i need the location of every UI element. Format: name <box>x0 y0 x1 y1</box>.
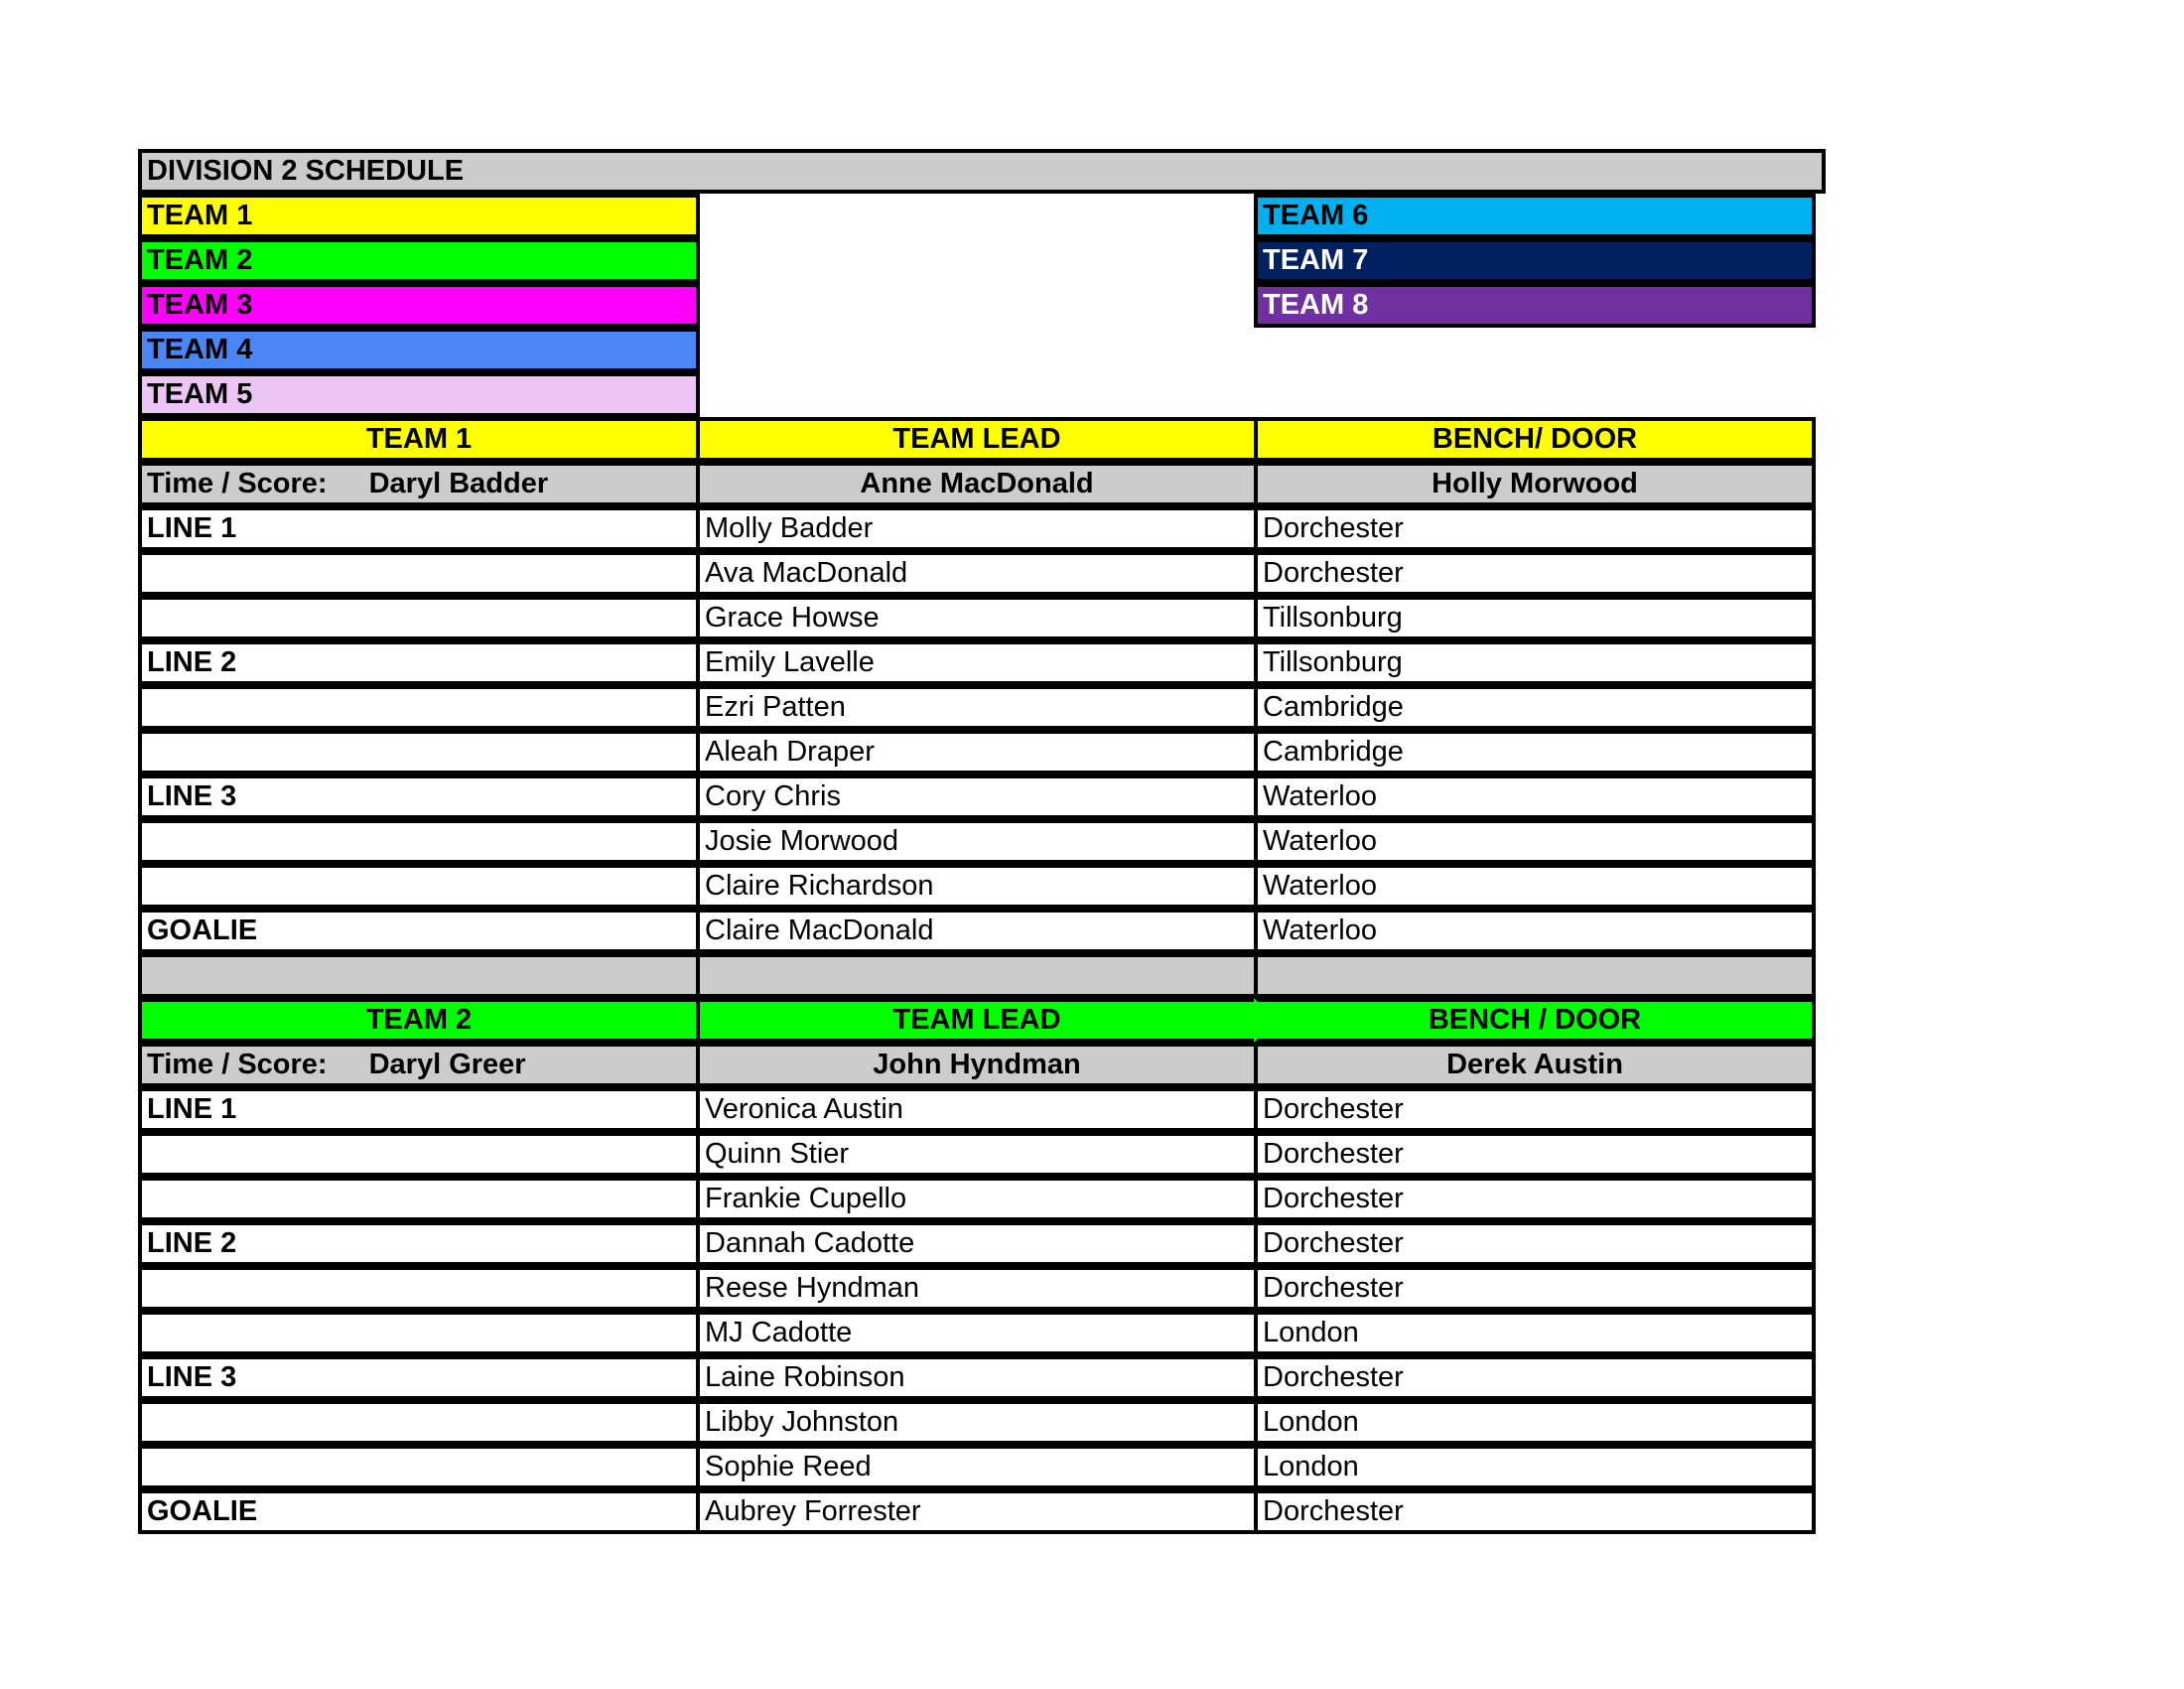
player-name: MJ Cadotte <box>696 1311 1258 1355</box>
bench-door-name: Holly Morwood <box>1254 462 1816 506</box>
legend-team-2: TEAM 2 <box>138 238 700 283</box>
player-name: Ava MacDonald <box>696 551 1258 596</box>
line-group-label <box>138 1266 700 1311</box>
line-group-label <box>138 551 700 596</box>
line-group-label <box>138 685 700 730</box>
table-row <box>138 730 1826 774</box>
player-name: Quinn Stier <box>696 1132 1258 1177</box>
legend-spacer <box>696 283 1258 328</box>
line-group-label <box>138 1177 700 1221</box>
table-row <box>138 1489 1826 1534</box>
table-row <box>138 1177 1826 1221</box>
player-name: Emily Lavelle <box>696 640 1258 685</box>
line-group-label <box>138 1132 700 1177</box>
table-row <box>138 1445 1826 1489</box>
player-name: Claire MacDonald <box>696 909 1258 953</box>
line-group-label: LINE 3 <box>138 774 700 819</box>
bench-door-name: Derek Austin <box>1254 1043 1816 1087</box>
table-row <box>138 1400 1826 1445</box>
player-location: Dorchester <box>1254 1087 1816 1132</box>
legend-team-7: TEAM 7 <box>1254 238 1816 283</box>
legend-team-8: TEAM 8 <box>1254 283 1816 328</box>
table-row <box>138 506 1826 551</box>
separator-row <box>138 953 1826 998</box>
table-row <box>138 596 1826 640</box>
line-group-label: LINE 1 <box>138 506 700 551</box>
legend-row <box>138 283 1826 328</box>
team-lead-header: TEAM LEAD <box>696 417 1258 462</box>
player-location: Waterloo <box>1254 774 1816 819</box>
line-group-label <box>138 730 700 774</box>
player-name: Veronica Austin <box>696 1087 1258 1132</box>
time-score-cell <box>138 462 700 506</box>
player-name: Josie Morwood <box>696 819 1258 864</box>
legend-spacer <box>696 194 1258 238</box>
player-location: Cambridge <box>1254 730 1816 774</box>
line-group-label: GOALIE <box>138 909 700 953</box>
legend-spacer <box>1254 328 1816 372</box>
team-name-header: TEAM 2 <box>138 998 700 1043</box>
legend-team-3: TEAM 3 <box>138 283 700 328</box>
line-group-label <box>138 1311 700 1355</box>
table-row <box>138 1087 1826 1132</box>
player-name: Libby Johnston <box>696 1400 1258 1445</box>
separator-cell <box>1254 953 1816 998</box>
division-schedule-sheet <box>138 149 1826 1534</box>
legend-spacer <box>696 328 1258 372</box>
player-name: Claire Richardson <box>696 864 1258 909</box>
legend-spacer <box>696 238 1258 283</box>
line-group-label: LINE 3 <box>138 1355 700 1400</box>
table-row <box>138 819 1826 864</box>
bench-door-header: BENCH / DOOR <box>1254 998 1816 1043</box>
legend-spacer <box>696 372 1258 417</box>
line-group-label: GOALIE <box>138 1489 700 1534</box>
player-location: Tillsonburg <box>1254 640 1816 685</box>
player-location: Dorchester <box>1254 1266 1816 1311</box>
legend-row <box>138 194 1826 238</box>
legend-team-5: TEAM 5 <box>138 372 700 417</box>
sheet-title: DIVISION 2 SCHEDULE <box>138 149 1826 194</box>
table-row <box>138 774 1826 819</box>
player-location: London <box>1254 1311 1816 1355</box>
player-location: Dorchester <box>1254 1355 1816 1400</box>
player-name: Cory Chris <box>696 774 1258 819</box>
legend-team-6: TEAM 6 <box>1254 194 1816 238</box>
legend-spacer <box>1254 372 1816 417</box>
legend-row <box>138 238 1826 283</box>
team-2-staff-row <box>138 1043 1826 1087</box>
time-score-label: Time / Score: <box>147 468 328 499</box>
table-row <box>138 551 1826 596</box>
line-group-label <box>138 1400 700 1445</box>
bench-door-header: BENCH/ DOOR <box>1254 417 1816 462</box>
player-location: Waterloo <box>1254 819 1816 864</box>
line-group-label <box>138 819 700 864</box>
table-row <box>138 1221 1826 1266</box>
player-name: Dannah Cadotte <box>696 1221 1258 1266</box>
player-name: Molly Badder <box>696 506 1258 551</box>
team-2-header-row <box>138 998 1826 1043</box>
team-lead-header: TEAM LEAD <box>696 998 1258 1043</box>
line-group-label: LINE 2 <box>138 1221 700 1266</box>
coach-name: Daryl Badder <box>368 468 549 499</box>
player-location: Cambridge <box>1254 685 1816 730</box>
title-row <box>138 149 1826 194</box>
coach-name: Daryl Greer <box>368 1049 526 1080</box>
player-location: Dorchester <box>1254 1177 1816 1221</box>
time-score-label: Time / Score: <box>147 1049 328 1080</box>
line-group-label <box>138 864 700 909</box>
player-location: Dorchester <box>1254 506 1816 551</box>
player-location: London <box>1254 1445 1816 1489</box>
line-group-label <box>138 1445 700 1489</box>
team-1-staff-row <box>138 462 1826 506</box>
table-row <box>138 1355 1826 1400</box>
table-row <box>138 909 1826 953</box>
separator-cell <box>138 953 700 998</box>
team-1-header-row <box>138 417 1826 462</box>
team-2-roster <box>138 1087 1826 1534</box>
table-row <box>138 864 1826 909</box>
player-name: Reese Hyndman <box>696 1266 1258 1311</box>
table-row <box>138 640 1826 685</box>
player-location: Dorchester <box>1254 1221 1816 1266</box>
player-location: Waterloo <box>1254 909 1816 953</box>
time-score-cell <box>138 1043 700 1087</box>
team-lead-name: John Hyndman <box>696 1043 1258 1087</box>
player-name: Laine Robinson <box>696 1355 1258 1400</box>
player-name: Ezri Patten <box>696 685 1258 730</box>
player-location: Waterloo <box>1254 864 1816 909</box>
player-location: Tillsonburg <box>1254 596 1816 640</box>
legend-row <box>138 372 1826 417</box>
player-location: Dorchester <box>1254 551 1816 596</box>
player-location: Dorchester <box>1254 1132 1816 1177</box>
team-lead-name: Anne MacDonald <box>696 462 1258 506</box>
line-group-label <box>138 596 700 640</box>
player-location: Dorchester <box>1254 1489 1816 1534</box>
player-name: Grace Howse <box>696 596 1258 640</box>
player-location: London <box>1254 1400 1816 1445</box>
separator-cell <box>696 953 1258 998</box>
line-group-label: LINE 2 <box>138 640 700 685</box>
table-row <box>138 1266 1826 1311</box>
table-row <box>138 1132 1826 1177</box>
team-name-header: TEAM 1 <box>138 417 700 462</box>
player-name: Aleah Draper <box>696 730 1258 774</box>
table-row <box>138 685 1826 730</box>
team-1-roster <box>138 506 1826 953</box>
player-name: Sophie Reed <box>696 1445 1258 1489</box>
player-name: Frankie Cupello <box>696 1177 1258 1221</box>
legend-team-1: TEAM 1 <box>138 194 700 238</box>
player-name: Aubrey Forrester <box>696 1489 1258 1534</box>
table-row <box>138 1311 1826 1355</box>
legend-row <box>138 328 1826 372</box>
line-group-label: LINE 1 <box>138 1087 700 1132</box>
legend-team-4: TEAM 4 <box>138 328 700 372</box>
